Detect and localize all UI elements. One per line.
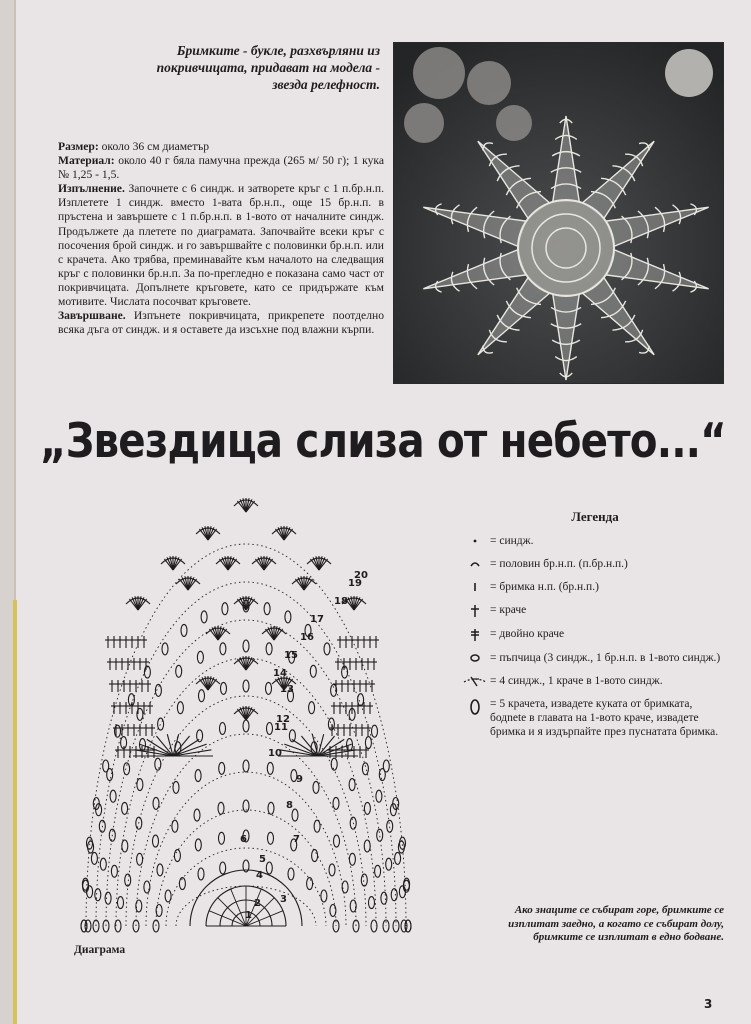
crossed-chain-icon [460,674,490,687]
double-cross-icon [460,627,490,642]
round-number: 14 [273,668,287,679]
round-number: 19 [348,578,362,589]
intro-quote: Бримките - букле, разхвърляни из покривчицата, придават на модела - звезда релефност. [156,43,380,92]
round-number: 7 [293,834,300,845]
round-number: 2 [254,898,261,909]
legend-title: Легенда [571,509,619,524]
legend-item-text: = краче [490,604,527,616]
cross-icon [460,603,490,618]
round-number: 9 [296,774,303,785]
material-paragraph [58,154,384,182]
doily-photo [393,42,724,384]
round-number: 20 [354,570,368,581]
legend-item [460,674,730,688]
legend-item-text: = половин бр.н.п. (п.бр.н.п.) [490,558,628,570]
crochet-diagram [78,486,418,956]
material-value: около 40 г бяла памучна прежда (265 м/ 50 г); 1 кука № 1,25 - 1,5. [58,154,384,182]
legend-item [460,534,730,548]
legend-item-text: = пъпчица (3 синдж., 1 бр.н.п. в 1-вото синдж.) [490,652,721,664]
arc-icon [460,557,490,570]
crochet-chart-icon [78,486,418,956]
page-number: 3 [704,997,713,1011]
material-label: Материал: [58,154,115,168]
finish-text: Изпънете покривчицата, прикрепете поотделно всяка дъга от синдж. и я оставете да изсъхне под влажни кърпи. [58,309,384,337]
size-label: Размер: [58,140,99,153]
round-number: 12 [276,714,290,725]
round-number: 18 [334,596,348,607]
round-number: 10 [268,748,282,759]
execution-label: Изпълнение. [58,182,125,196]
legend-item [460,557,730,571]
legend-item [460,603,730,618]
round-number: 15 [284,650,298,661]
oval-icon [460,697,490,716]
article-text [58,140,384,337]
legend-item-text: = синдж. [490,535,534,547]
doily-photo-illustration [394,43,723,383]
joining-note: Ако знаците се събират горе, бримките се изплитат заедно, а когато се събират долу, бримките се изплитат в едно бодване. [508,904,724,943]
dot-icon [460,534,490,547]
legend [460,510,730,748]
round-number: 16 [300,632,314,643]
diagram-label: Диаграма [74,944,126,956]
round-number: 13 [280,684,294,695]
legend-item-text: = 4 синдж., 1 краче в 1-вото синдж. [490,675,663,687]
round-number: 1 [245,910,252,921]
binding-strip [13,600,17,1024]
round-number: 17 [310,614,324,625]
picot-icon [460,651,490,664]
round-number: 8 [286,800,293,811]
legend-item [460,580,730,594]
legend-item [460,627,730,642]
size-value: около 36 см диаметър [98,140,210,153]
round-number: 6 [240,834,247,845]
round-number: 4 [256,870,263,881]
size-paragraph [58,140,384,154]
page-title: „Звездица слиза от небето...“ [40,414,726,469]
apple-icon [665,49,713,97]
legend-item-text: = двойно краче [490,628,565,640]
execution-paragraph [58,182,384,309]
legend-item-text: = бримка н.п. (бр.н.п.) [490,581,599,593]
round-number: 3 [280,894,287,905]
round-number: 11 [274,722,288,733]
finish-label: Завършване. [58,309,126,323]
round-number: 5 [259,854,266,865]
legend-item [460,651,730,665]
finish-paragraph [58,309,384,337]
short-bar-icon [460,580,490,593]
execution-text: Започнете с 6 синдж. и затворете кръг с 1 п.бр.н.п. Изплетете 1 синдж. вместо 1-вата бр.н.п., още 15 бр.н.п. в пръстена и завършете с 1 п.бр.н.п. в 1-вото от началните синдж. Продължете да плетете по диаграмата. Започвайте всеки кръг с посочения брой синдж. и го завършвайте с половинки бр.н.п. или с крачета. Ако трябва, преминавайте към началото на следващия кръг с половинки бр.н.п. За по-прегледно е показана само част от покривчицата. Допълнете кръговете, като се придържате към мотивите. Числата посочват кръговете. [58,182,384,309]
legend-item-text: = 5 крачета, извадете куката от бримката, бодnete в главата на 1-вото краче, извадете бримка и я издърпайте през пуснатата бримка. [490,698,719,738]
legend-item [460,697,730,739]
